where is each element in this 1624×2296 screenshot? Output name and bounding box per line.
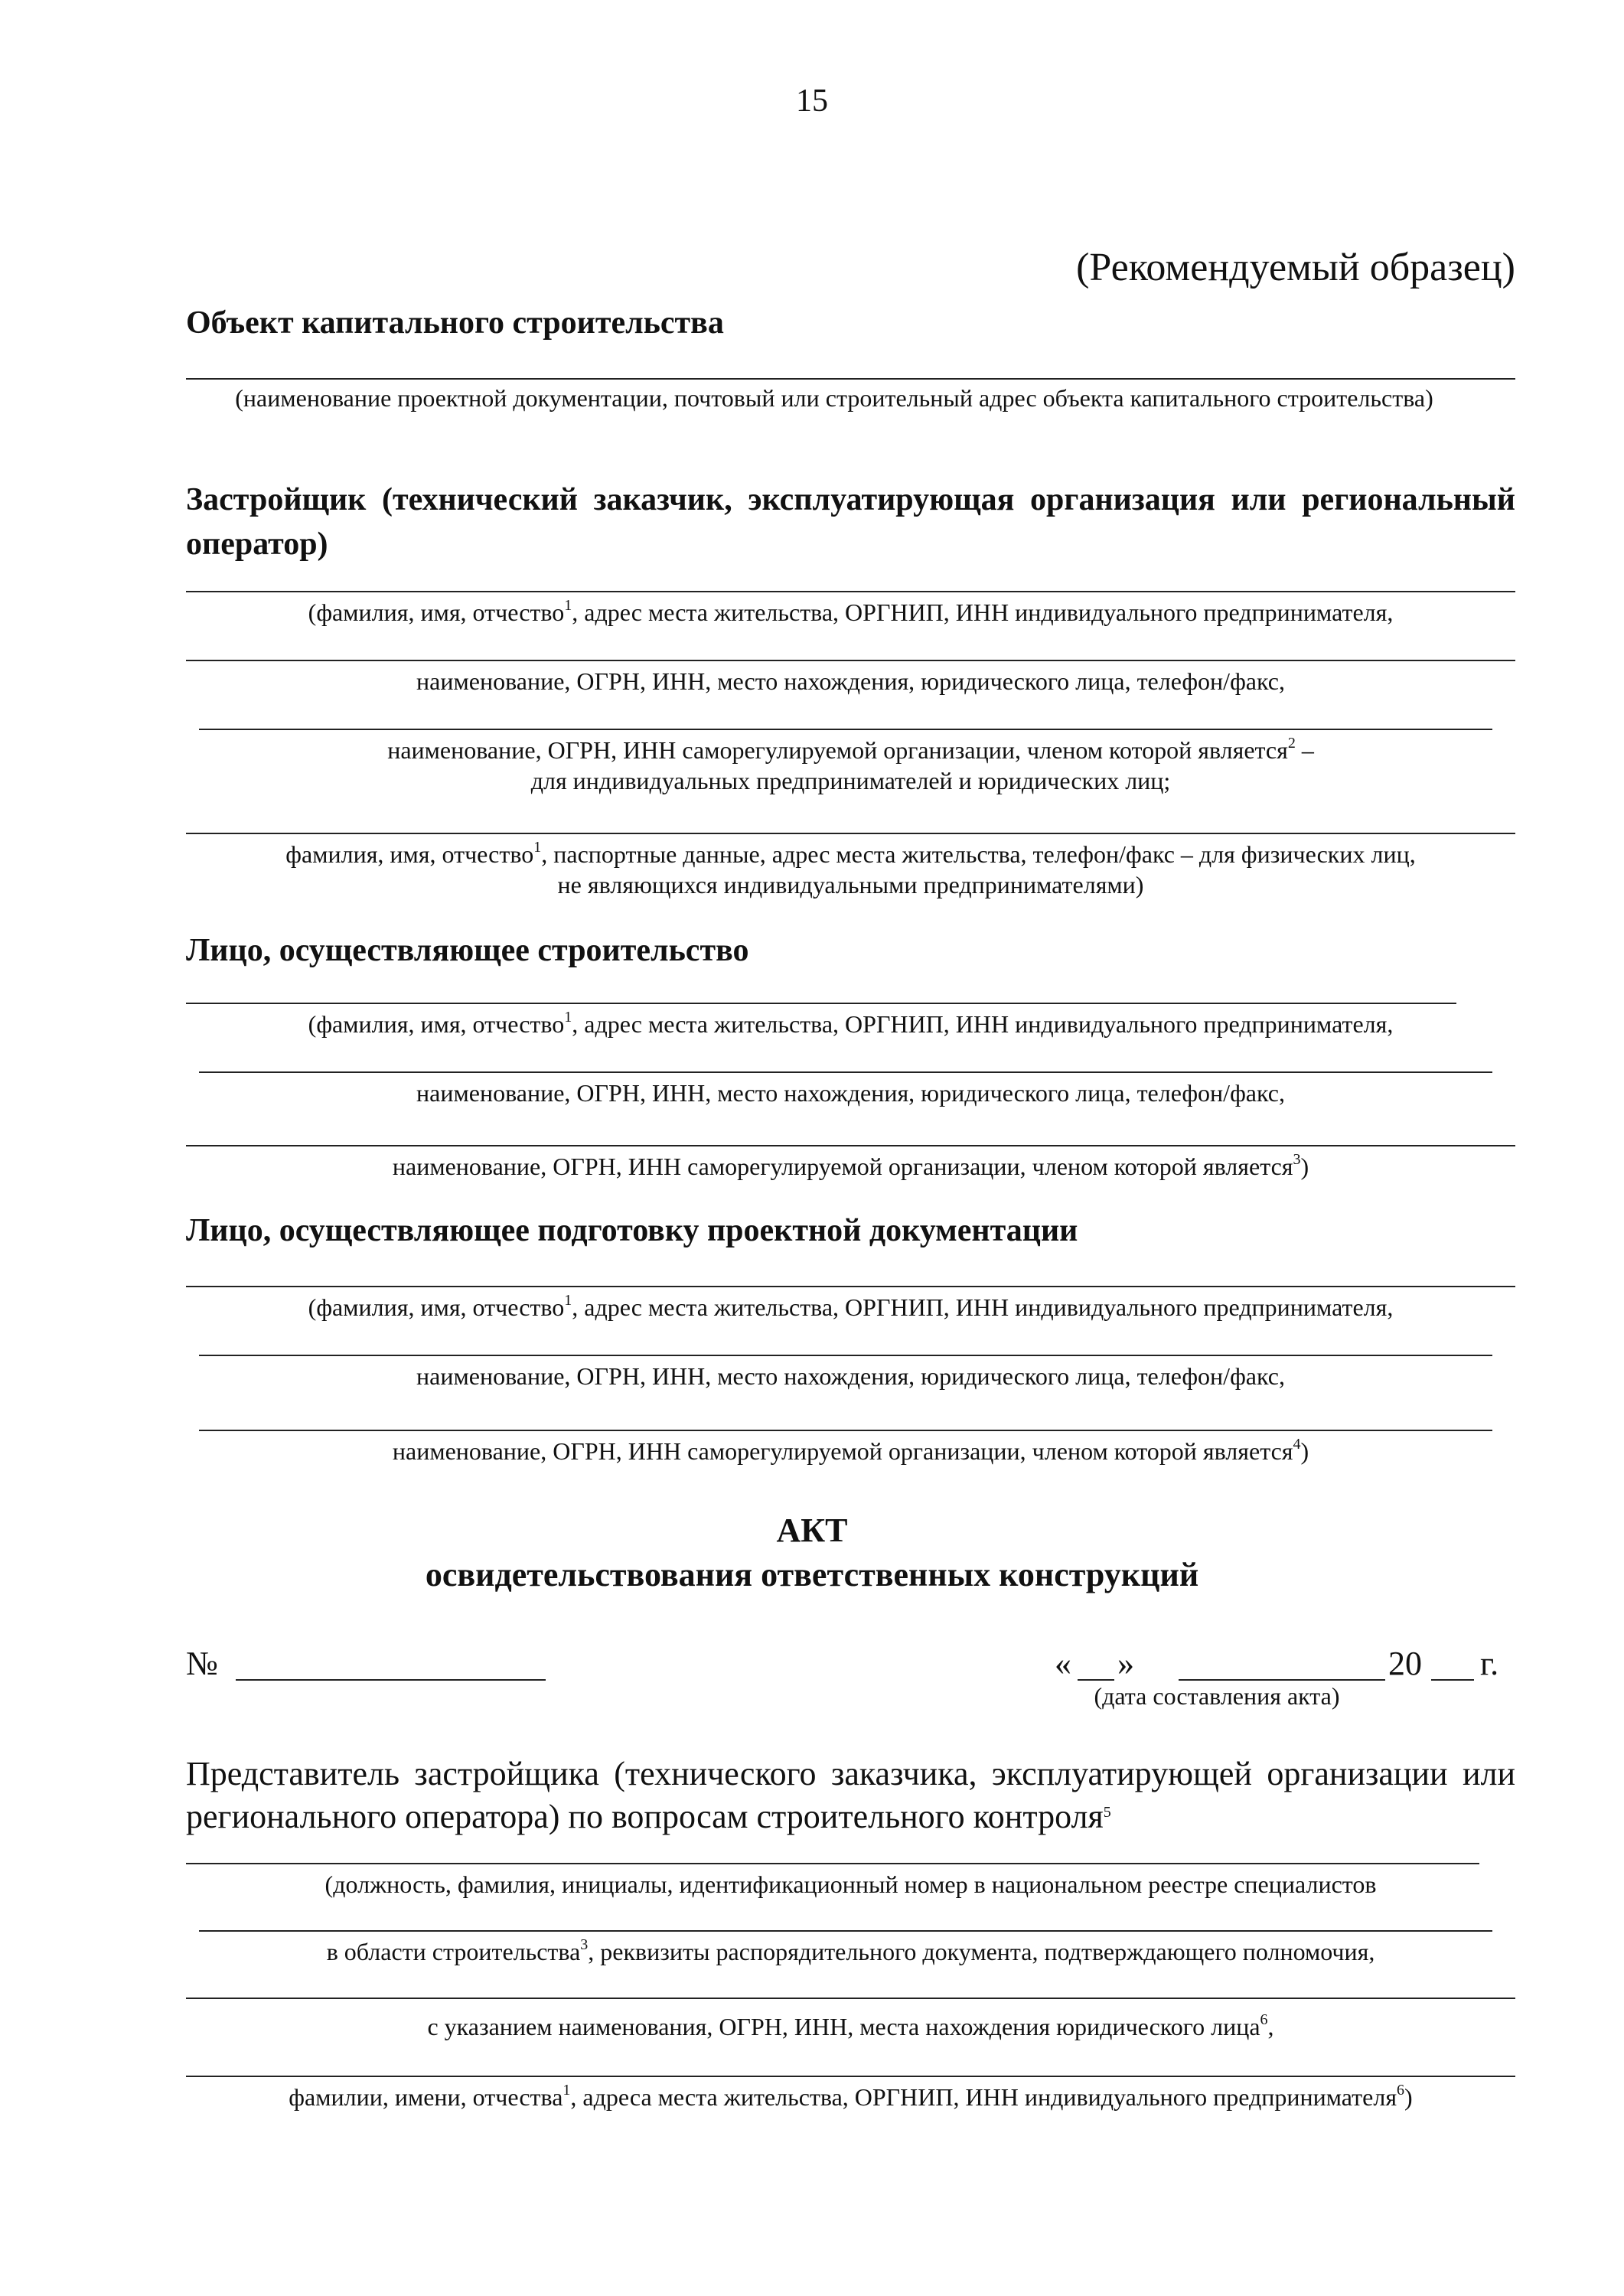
date-quote-open: «	[1055, 1645, 1071, 1682]
developer-caption-2: наименование, ОГРН, ИНН, место нахождения, юридического лица, телефон/факс,	[416, 667, 1285, 695]
representative-caption-1: (должность, фамилия, инициалы, идентификационный номер в национальном реестре специалистов	[324, 1870, 1377, 1898]
recommended-sample-note: (Рекомендуемый образец)	[1076, 246, 1515, 289]
builder-fill-line-1[interactable]	[186, 1003, 1456, 1004]
representative-fill-line-2[interactable]	[199, 1930, 1492, 1932]
act-number-label: №	[186, 1645, 218, 1682]
builder-fill-line-2[interactable]	[199, 1071, 1492, 1073]
developer-fill-line-4[interactable]	[186, 833, 1515, 834]
year-field[interactable]	[1431, 1679, 1474, 1681]
designer-heading: Лицо, осуществляющее подготовку проектной документации	[186, 1213, 1078, 1248]
builder-caption-3: наименование, ОГРН, ИНН саморегулируемой организации, членом которой является$^3$)	[392, 1151, 1309, 1180]
year-suffix: г.	[1480, 1645, 1499, 1682]
developer-fill-line-2[interactable]	[186, 660, 1515, 661]
builder-fill-line-3[interactable]	[186, 1145, 1515, 1146]
representative-fill-line-1[interactable]	[186, 1863, 1479, 1864]
builder-caption-2: наименование, ОГРН, ИНН, место нахождения, юридического лица, телефон/факс,	[416, 1079, 1285, 1107]
builder-heading: Лицо, осуществляющее строительство	[186, 933, 749, 968]
developer-fill-line-3[interactable]	[199, 729, 1492, 730]
designer-fill-line-1[interactable]	[186, 1286, 1515, 1287]
date-caption: (дата составления акта)	[1094, 1682, 1340, 1710]
designer-caption-2: наименование, ОГРН, ИНН, место нахождения, юридического лица, телефон/факс,	[416, 1362, 1285, 1390]
designer-caption-3: наименование, ОГРН, ИНН саморегулируемой организации, членом которой является$^4$)	[392, 1436, 1309, 1465]
builder-caption-1: (фамилия, имя, отчество$^1$, адрес места жительства, ОРГНИП, ИНН индивидуального предпринимателя,	[308, 1009, 1394, 1038]
developer-heading: Застройщик (технический заказчик, эксплуатирующая организация или региональный оператор)	[186, 482, 1515, 562]
developer-caption-1: (фамилия, имя, отчество$^1$, адрес места жительства, ОРГНИП, ИНН индивидуального предпринимателя,	[308, 597, 1394, 626]
year-prefix: 20	[1388, 1645, 1422, 1682]
act-number-field[interactable]	[236, 1679, 546, 1681]
designer-fill-line-3[interactable]	[199, 1430, 1492, 1431]
representative-caption-4: фамилии, имени, отчества$^1$, адреса места жительства, ОРГНИП, ИНН индивидуального предпринимателя$^6$)	[289, 2082, 1413, 2111]
representative-caption-2: в области строительства$^3$, реквизиты распорядительного документа, подтверждающего полномочия,	[326, 1936, 1375, 1965]
representative-fill-line-3[interactable]	[186, 1998, 1515, 1999]
developer-caption-4: фамилия, имя, отчество$^1$, паспортные данные, адрес места жительства, телефон/факс – для физических лиц,	[285, 839, 1416, 868]
developer-fill-line-1[interactable]	[186, 591, 1515, 592]
developer-caption-4-line-2: не являющихся индивидуальными предпринимателями)	[557, 871, 1144, 899]
act-title: АКТ	[776, 1512, 848, 1549]
page-number: 15	[796, 83, 828, 119]
date-quote-close: »	[1117, 1645, 1134, 1682]
object-caption: (наименование проектной документации, почтовый или строительный адрес объекта капитального строительства)	[235, 384, 1433, 412]
representative-text: Представитель застройщика (технического заказчика, эксплуатирующей организации или регионального оператора) по вопросам строительного контроля$^5$	[186, 1755, 1515, 1835]
object-heading: Объект капитального строительства	[186, 305, 724, 341]
developer-caption-3: наименование, ОГРН, ИНН саморегулируемой организации, членом которой является$^2$ –	[387, 735, 1314, 764]
designer-caption-1: (фамилия, имя, отчество$^1$, адрес места жительства, ОРГНИП, ИНН индивидуального предпринимателя,	[308, 1292, 1394, 1321]
representative-fill-line-4[interactable]	[186, 2076, 1515, 2077]
representative-caption-3: с указанием наименования, ОГРН, ИНН, места нахождения юридического лица$^6$,	[427, 2011, 1274, 2040]
designer-fill-line-2[interactable]	[199, 1355, 1492, 1356]
act-subtitle: освидетельствования ответственных конструкций	[425, 1556, 1199, 1593]
object-fill-line[interactable]	[186, 378, 1515, 380]
developer-caption-3-line-2: для индивидуальных предпринимателей и юридических лиц;	[530, 767, 1171, 794]
